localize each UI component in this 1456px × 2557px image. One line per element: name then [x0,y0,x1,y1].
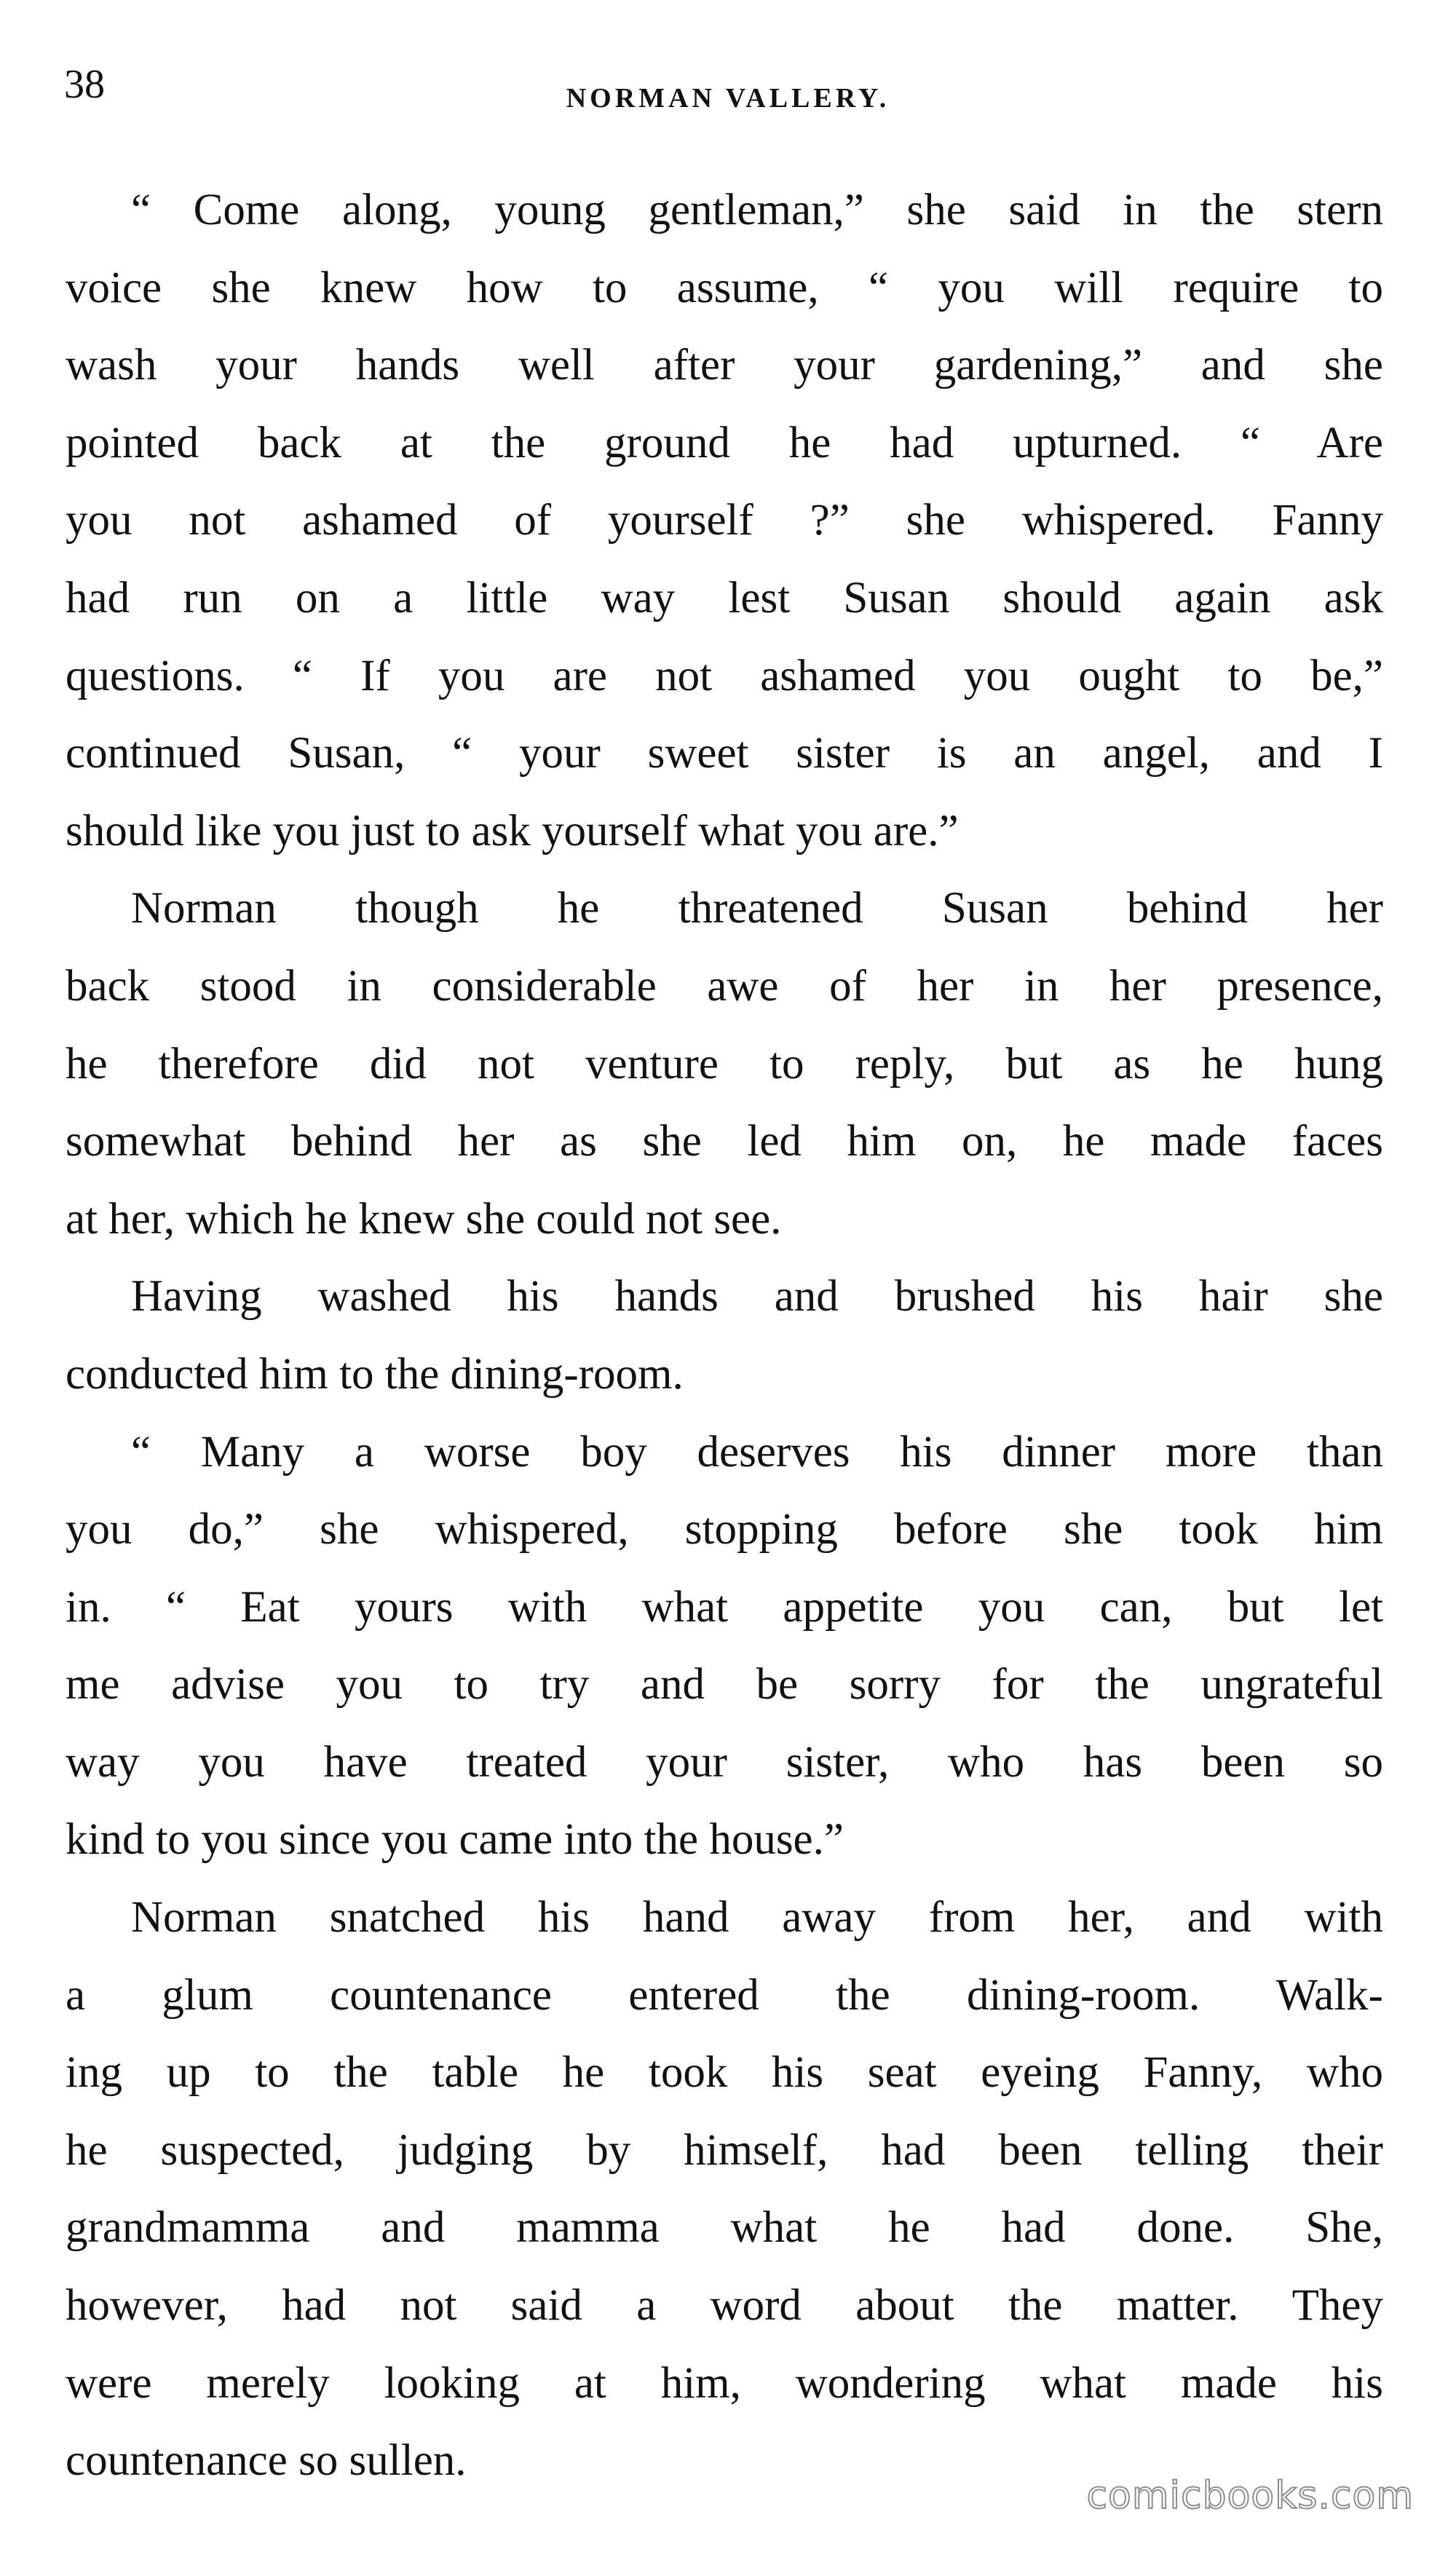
text-line: questions. “ If you are not ashamed you ought to be,” [66,651,1383,700]
text-line: grandmamma and mamma what he had done. She, [66,2203,1383,2253]
text-line: had run on a little way lest Susan should again ask [66,573,1383,623]
watermark: comicbooks.com [1086,2474,1414,2518]
text-line: he suspected, judging by himself, had been telling their [66,2125,1383,2175]
text-line: somewhat behind her as she led him on, he made faces [66,1117,1383,1166]
text-line: “ Many a worse boy deserves his dinner more than [131,1427,1383,1477]
body-text [66,172,1383,2500]
page-number: 38 [64,62,105,107]
text-line: continued Susan, “ your sweet sister is an angel, and I [66,729,1383,778]
text-line: back stood in considerable awe of her in her presence, [66,961,1383,1011]
text-line: wash your hands well after your gardening,” and she [66,341,1383,390]
text-line: countenance so sullen. [66,2436,467,2486]
text-line: Having washed his hands and brushed his hair she [131,1272,1383,1321]
text-line: were merely looking at him, wondering what made his [66,2358,1383,2408]
text-line: Norman snatched his hand away from her, and with [131,1893,1383,1943]
text-line: me advise you to try and be sorry for the ungrateful [66,1660,1383,1710]
text-line: in. “ Eat yours with what appetite you can, but let [66,1582,1383,1632]
text-line: a glum countenance entered the dining-room. Walk- [66,1970,1383,2020]
text-line: however, had not said a word about the matter. They [66,2281,1383,2331]
text-line: he therefore did not venture to reply, but as he hung [66,1039,1383,1088]
text-line: pointed back at the ground he had upturned. “ Are [66,418,1383,467]
text-line: way you have treated your sister, who has been so [66,1737,1383,1787]
text-line: at her, which he knew she could not see. [66,1194,782,1244]
text-line: ing up to the table he took his seat eyeing Fanny, who [66,2048,1383,2098]
text-line: should like you just to ask yourself what you are.” [66,806,959,855]
text-line: you not ashamed of yourself ?” she whispered. Fanny [66,496,1383,545]
running-head: NORMAN VALLERY. [566,83,890,114]
text-line: “ Come along, young gentleman,” she said in the stern [131,186,1383,234]
text-line: you do,” she whispered, stopping before she took him [66,1505,1383,1554]
text-line: kind to you since you came into the house.” [66,1815,844,1865]
text-line: conducted him to the dining-room. [66,1349,684,1399]
text-line: voice she knew how to assume, “ you will require to [66,263,1383,312]
text-line: Norman though he threatened Susan behind her [131,884,1383,933]
